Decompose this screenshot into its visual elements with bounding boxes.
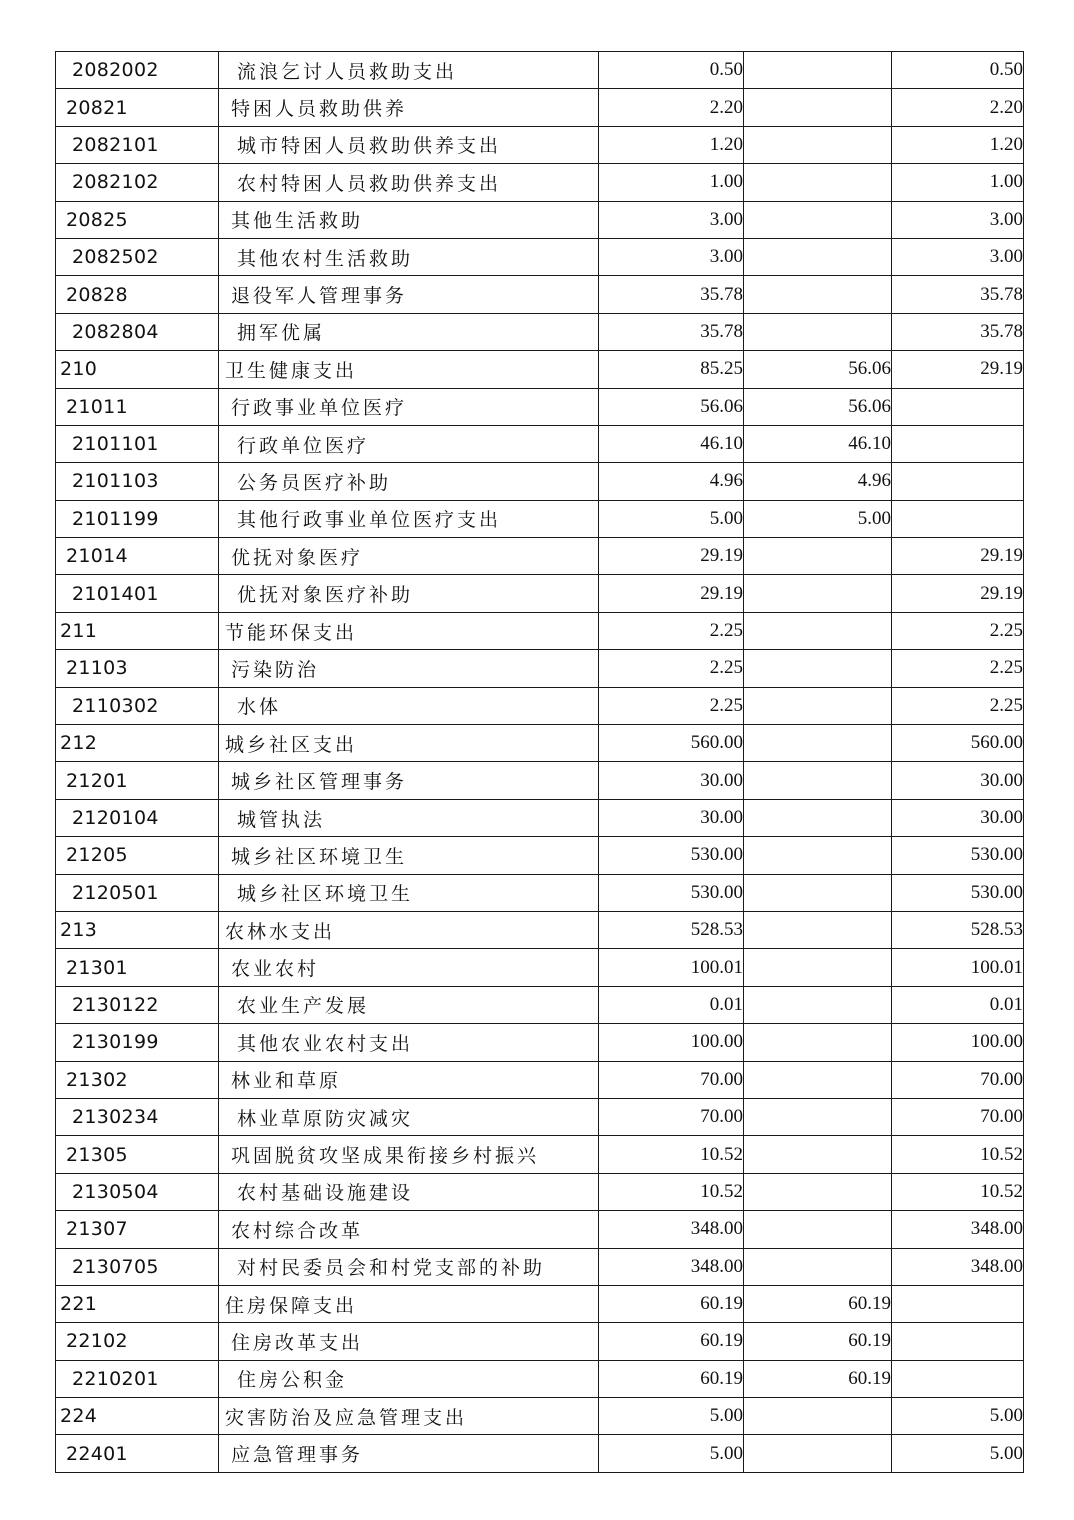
basic-expenditure-cell bbox=[744, 1061, 892, 1098]
total-amount-cell: 29.19 bbox=[599, 575, 744, 612]
project-expenditure-cell bbox=[892, 463, 1024, 500]
account-name-cell: 住房改革支出 bbox=[219, 1323, 599, 1360]
basic-expenditure-cell bbox=[744, 164, 892, 201]
account-code-cell: 21014 bbox=[56, 538, 219, 575]
account-code-cell: 21307 bbox=[56, 1211, 219, 1248]
total-amount-cell: 4.96 bbox=[599, 463, 744, 500]
table-row bbox=[56, 1435, 1024, 1472]
project-expenditure-cell: 560.00 bbox=[892, 725, 1024, 762]
total-amount-cell: 2.25 bbox=[599, 650, 744, 687]
basic-expenditure-cell: 4.96 bbox=[744, 463, 892, 500]
total-amount-cell: 56.06 bbox=[599, 388, 744, 425]
account-name-cell: 农业农村 bbox=[219, 949, 599, 986]
account-code-cell: 2082102 bbox=[56, 164, 219, 201]
account-code-cell: 21011 bbox=[56, 388, 219, 425]
account-name-cell: 城市特困人员救助供养支出 bbox=[219, 126, 599, 163]
basic-expenditure-cell bbox=[744, 1136, 892, 1173]
budget-table bbox=[55, 51, 1024, 1473]
account-code-cell: 21205 bbox=[56, 837, 219, 874]
total-amount-cell: 3.00 bbox=[599, 238, 744, 275]
total-amount-cell: 1.20 bbox=[599, 126, 744, 163]
account-code-cell: 221 bbox=[56, 1285, 219, 1322]
total-amount-cell: 5.00 bbox=[599, 1398, 744, 1435]
account-code-cell: 2082502 bbox=[56, 238, 219, 275]
account-name-cell: 农林水支出 bbox=[219, 911, 599, 948]
basic-expenditure-cell bbox=[744, 1248, 892, 1285]
project-expenditure-cell: 35.78 bbox=[892, 313, 1024, 350]
total-amount-cell: 46.10 bbox=[599, 425, 744, 462]
account-code-cell: 21301 bbox=[56, 949, 219, 986]
account-name-cell: 城管执法 bbox=[219, 799, 599, 836]
account-name-cell: 流浪乞讨人员救助支出 bbox=[219, 52, 599, 89]
account-code-cell: 22401 bbox=[56, 1435, 219, 1472]
basic-expenditure-cell bbox=[744, 949, 892, 986]
basic-expenditure-cell bbox=[744, 201, 892, 238]
project-expenditure-cell: 3.00 bbox=[892, 201, 1024, 238]
total-amount-cell: 60.19 bbox=[599, 1285, 744, 1322]
account-name-cell: 其他农业农村支出 bbox=[219, 1024, 599, 1061]
project-expenditure-cell bbox=[892, 1285, 1024, 1322]
account-name-cell: 退役军人管理事务 bbox=[219, 276, 599, 313]
project-expenditure-cell: 30.00 bbox=[892, 799, 1024, 836]
project-expenditure-cell: 35.78 bbox=[892, 276, 1024, 313]
basic-expenditure-cell: 5.00 bbox=[744, 500, 892, 537]
table-row bbox=[56, 1098, 1024, 1135]
project-expenditure-cell: 30.00 bbox=[892, 762, 1024, 799]
project-expenditure-cell: 2.25 bbox=[892, 687, 1024, 724]
project-expenditure-cell: 2.25 bbox=[892, 650, 1024, 687]
project-expenditure-cell: 100.01 bbox=[892, 949, 1024, 986]
total-amount-cell: 528.53 bbox=[599, 911, 744, 948]
table-row bbox=[56, 351, 1024, 388]
project-expenditure-cell: 5.00 bbox=[892, 1398, 1024, 1435]
basic-expenditure-cell bbox=[744, 126, 892, 163]
basic-expenditure-cell: 60.19 bbox=[744, 1285, 892, 1322]
project-expenditure-cell: 5.00 bbox=[892, 1435, 1024, 1472]
total-amount-cell: 2.20 bbox=[599, 89, 744, 126]
project-expenditure-cell: 1.00 bbox=[892, 164, 1024, 201]
table-row bbox=[56, 911, 1024, 948]
table-row bbox=[56, 762, 1024, 799]
total-amount-cell: 35.78 bbox=[599, 313, 744, 350]
basic-expenditure-cell bbox=[744, 313, 892, 350]
project-expenditure-cell: 29.19 bbox=[892, 351, 1024, 388]
table-row bbox=[56, 1248, 1024, 1285]
table-row bbox=[56, 313, 1024, 350]
account-code-cell: 21103 bbox=[56, 650, 219, 687]
table-row bbox=[56, 874, 1024, 911]
project-expenditure-cell: 348.00 bbox=[892, 1211, 1024, 1248]
basic-expenditure-cell: 56.06 bbox=[744, 351, 892, 388]
account-code-cell: 2082804 bbox=[56, 313, 219, 350]
basic-expenditure-cell: 60.19 bbox=[744, 1323, 892, 1360]
table-row bbox=[56, 388, 1024, 425]
account-code-cell: 2082002 bbox=[56, 52, 219, 89]
basic-expenditure-cell bbox=[744, 538, 892, 575]
account-name-cell: 巩固脱贫攻坚成果衔接乡村振兴 bbox=[219, 1136, 599, 1173]
total-amount-cell: 2.25 bbox=[599, 612, 744, 649]
account-code-cell: 2101199 bbox=[56, 500, 219, 537]
table-row bbox=[56, 1398, 1024, 1435]
total-amount-cell: 60.19 bbox=[599, 1323, 744, 1360]
table-row bbox=[56, 1360, 1024, 1397]
total-amount-cell: 5.00 bbox=[599, 500, 744, 537]
table-row bbox=[56, 1173, 1024, 1210]
account-name-cell: 城乡社区环境卫生 bbox=[219, 837, 599, 874]
basic-expenditure-cell bbox=[744, 1435, 892, 1472]
total-amount-cell: 348.00 bbox=[599, 1248, 744, 1285]
account-name-cell: 城乡社区支出 bbox=[219, 725, 599, 762]
account-code-cell: 21302 bbox=[56, 1061, 219, 1098]
account-name-cell: 卫生健康支出 bbox=[219, 351, 599, 388]
account-name-cell: 农村综合改革 bbox=[219, 1211, 599, 1248]
account-name-cell: 优抚对象医疗 bbox=[219, 538, 599, 575]
account-name-cell: 农业生产发展 bbox=[219, 986, 599, 1023]
account-code-cell: 20821 bbox=[56, 89, 219, 126]
budget-table-body bbox=[56, 52, 1024, 1473]
account-name-cell: 优抚对象医疗补助 bbox=[219, 575, 599, 612]
basic-expenditure-cell bbox=[744, 650, 892, 687]
account-name-cell: 其他行政事业单位医疗支出 bbox=[219, 500, 599, 537]
project-expenditure-cell: 70.00 bbox=[892, 1098, 1024, 1135]
account-name-cell: 林业草原防灾减灾 bbox=[219, 1098, 599, 1135]
table-row bbox=[56, 89, 1024, 126]
account-code-cell: 2101101 bbox=[56, 425, 219, 462]
project-expenditure-cell bbox=[892, 1360, 1024, 1397]
account-name-cell: 其他农村生活救助 bbox=[219, 238, 599, 275]
total-amount-cell: 10.52 bbox=[599, 1173, 744, 1210]
account-code-cell: 224 bbox=[56, 1398, 219, 1435]
account-name-cell: 污染防治 bbox=[219, 650, 599, 687]
account-code-cell: 22102 bbox=[56, 1323, 219, 1360]
basic-expenditure-cell: 46.10 bbox=[744, 425, 892, 462]
table-row bbox=[56, 949, 1024, 986]
table-row bbox=[56, 538, 1024, 575]
basic-expenditure-cell bbox=[744, 762, 892, 799]
project-expenditure-cell: 530.00 bbox=[892, 874, 1024, 911]
account-code-cell: 2130504 bbox=[56, 1173, 219, 1210]
project-expenditure-cell: 29.19 bbox=[892, 538, 1024, 575]
project-expenditure-cell: 70.00 bbox=[892, 1061, 1024, 1098]
account-code-cell: 2210201 bbox=[56, 1360, 219, 1397]
table-row bbox=[56, 1211, 1024, 1248]
project-expenditure-cell: 10.52 bbox=[892, 1136, 1024, 1173]
account-name-cell: 农村基础设施建设 bbox=[219, 1173, 599, 1210]
account-name-cell: 水体 bbox=[219, 687, 599, 724]
basic-expenditure-cell bbox=[744, 52, 892, 89]
total-amount-cell: 3.00 bbox=[599, 201, 744, 238]
basic-expenditure-cell: 60.19 bbox=[744, 1360, 892, 1397]
project-expenditure-cell: 0.01 bbox=[892, 986, 1024, 1023]
account-code-cell: 212 bbox=[56, 725, 219, 762]
table-row bbox=[56, 1285, 1024, 1322]
total-amount-cell: 1.00 bbox=[599, 164, 744, 201]
total-amount-cell: 30.00 bbox=[599, 799, 744, 836]
account-code-cell: 213 bbox=[56, 911, 219, 948]
project-expenditure-cell: 528.53 bbox=[892, 911, 1024, 948]
table-row bbox=[56, 238, 1024, 275]
account-name-cell: 灾害防治及应急管理支出 bbox=[219, 1398, 599, 1435]
basic-expenditure-cell bbox=[744, 575, 892, 612]
table-row bbox=[56, 799, 1024, 836]
table-row bbox=[56, 687, 1024, 724]
total-amount-cell: 100.00 bbox=[599, 1024, 744, 1061]
table-row bbox=[56, 126, 1024, 163]
total-amount-cell: 530.00 bbox=[599, 874, 744, 911]
project-expenditure-cell: 1.20 bbox=[892, 126, 1024, 163]
table-row bbox=[56, 612, 1024, 649]
account-name-cell: 城乡社区环境卫生 bbox=[219, 874, 599, 911]
account-name-cell: 住房保障支出 bbox=[219, 1285, 599, 1322]
total-amount-cell: 2.25 bbox=[599, 687, 744, 724]
total-amount-cell: 85.25 bbox=[599, 351, 744, 388]
project-expenditure-cell: 0.50 bbox=[892, 52, 1024, 89]
basic-expenditure-cell bbox=[744, 89, 892, 126]
total-amount-cell: 60.19 bbox=[599, 1360, 744, 1397]
basic-expenditure-cell bbox=[744, 1024, 892, 1061]
account-name-cell: 行政单位医疗 bbox=[219, 425, 599, 462]
project-expenditure-cell: 29.19 bbox=[892, 575, 1024, 612]
table-row bbox=[56, 1061, 1024, 1098]
account-name-cell: 城乡社区管理事务 bbox=[219, 762, 599, 799]
account-name-cell: 其他生活救助 bbox=[219, 201, 599, 238]
total-amount-cell: 30.00 bbox=[599, 762, 744, 799]
basic-expenditure-cell: 56.06 bbox=[744, 388, 892, 425]
basic-expenditure-cell bbox=[744, 238, 892, 275]
account-name-cell: 特困人员救助供养 bbox=[219, 89, 599, 126]
table-row bbox=[56, 1136, 1024, 1173]
table-row bbox=[56, 463, 1024, 500]
table-row bbox=[56, 1024, 1024, 1061]
project-expenditure-cell: 100.00 bbox=[892, 1024, 1024, 1061]
table-row bbox=[56, 500, 1024, 537]
project-expenditure-cell bbox=[892, 1323, 1024, 1360]
total-amount-cell: 70.00 bbox=[599, 1061, 744, 1098]
account-code-cell: 2130122 bbox=[56, 986, 219, 1023]
project-expenditure-cell: 2.25 bbox=[892, 612, 1024, 649]
total-amount-cell: 5.00 bbox=[599, 1435, 744, 1472]
account-code-cell: 2101103 bbox=[56, 463, 219, 500]
total-amount-cell: 35.78 bbox=[599, 276, 744, 313]
table-row bbox=[56, 164, 1024, 201]
table-row bbox=[56, 425, 1024, 462]
basic-expenditure-cell bbox=[744, 1098, 892, 1135]
basic-expenditure-cell bbox=[744, 986, 892, 1023]
basic-expenditure-cell bbox=[744, 276, 892, 313]
basic-expenditure-cell bbox=[744, 612, 892, 649]
account-code-cell: 2120501 bbox=[56, 874, 219, 911]
account-name-cell: 住房公积金 bbox=[219, 1360, 599, 1397]
total-amount-cell: 0.50 bbox=[599, 52, 744, 89]
account-code-cell: 2130199 bbox=[56, 1024, 219, 1061]
account-code-cell: 211 bbox=[56, 612, 219, 649]
account-code-cell: 21305 bbox=[56, 1136, 219, 1173]
project-expenditure-cell: 3.00 bbox=[892, 238, 1024, 275]
total-amount-cell: 560.00 bbox=[599, 725, 744, 762]
basic-expenditure-cell bbox=[744, 1211, 892, 1248]
account-code-cell: 2082101 bbox=[56, 126, 219, 163]
account-name-cell: 节能环保支出 bbox=[219, 612, 599, 649]
table-row bbox=[56, 276, 1024, 313]
basic-expenditure-cell bbox=[744, 1398, 892, 1435]
total-amount-cell: 530.00 bbox=[599, 837, 744, 874]
table-row bbox=[56, 1323, 1024, 1360]
account-name-cell: 对村民委员会和村党支部的补助 bbox=[219, 1248, 599, 1285]
basic-expenditure-cell bbox=[744, 837, 892, 874]
table-row bbox=[56, 52, 1024, 89]
basic-expenditure-cell bbox=[744, 799, 892, 836]
project-expenditure-cell: 10.52 bbox=[892, 1173, 1024, 1210]
table-row bbox=[56, 201, 1024, 238]
project-expenditure-cell: 2.20 bbox=[892, 89, 1024, 126]
account-code-cell: 20825 bbox=[56, 201, 219, 238]
project-expenditure-cell bbox=[892, 500, 1024, 537]
basic-expenditure-cell bbox=[744, 687, 892, 724]
account-name-cell: 应急管理事务 bbox=[219, 1435, 599, 1472]
account-name-cell: 行政事业单位医疗 bbox=[219, 388, 599, 425]
table-row bbox=[56, 575, 1024, 612]
account-name-cell: 农村特困人员救助供养支出 bbox=[219, 164, 599, 201]
project-expenditure-cell: 348.00 bbox=[892, 1248, 1024, 1285]
account-code-cell: 210 bbox=[56, 351, 219, 388]
table-row bbox=[56, 986, 1024, 1023]
account-code-cell: 2130234 bbox=[56, 1098, 219, 1135]
basic-expenditure-cell bbox=[744, 725, 892, 762]
account-name-cell: 拥军优属 bbox=[219, 313, 599, 350]
account-code-cell: 21201 bbox=[56, 762, 219, 799]
total-amount-cell: 70.00 bbox=[599, 1098, 744, 1135]
account-code-cell: 2101401 bbox=[56, 575, 219, 612]
table-row bbox=[56, 650, 1024, 687]
total-amount-cell: 29.19 bbox=[599, 538, 744, 575]
basic-expenditure-cell bbox=[744, 1173, 892, 1210]
project-expenditure-cell: 530.00 bbox=[892, 837, 1024, 874]
account-code-cell: 20828 bbox=[56, 276, 219, 313]
account-name-cell: 公务员医疗补助 bbox=[219, 463, 599, 500]
total-amount-cell: 348.00 bbox=[599, 1211, 744, 1248]
table-row bbox=[56, 837, 1024, 874]
basic-expenditure-cell bbox=[744, 911, 892, 948]
basic-expenditure-cell bbox=[744, 874, 892, 911]
account-code-cell: 2120104 bbox=[56, 799, 219, 836]
total-amount-cell: 100.01 bbox=[599, 949, 744, 986]
project-expenditure-cell bbox=[892, 388, 1024, 425]
project-expenditure-cell bbox=[892, 425, 1024, 462]
account-name-cell: 林业和草原 bbox=[219, 1061, 599, 1098]
total-amount-cell: 0.01 bbox=[599, 986, 744, 1023]
account-code-cell: 2110302 bbox=[56, 687, 219, 724]
total-amount-cell: 10.52 bbox=[599, 1136, 744, 1173]
table-row bbox=[56, 725, 1024, 762]
account-code-cell: 2130705 bbox=[56, 1248, 219, 1285]
